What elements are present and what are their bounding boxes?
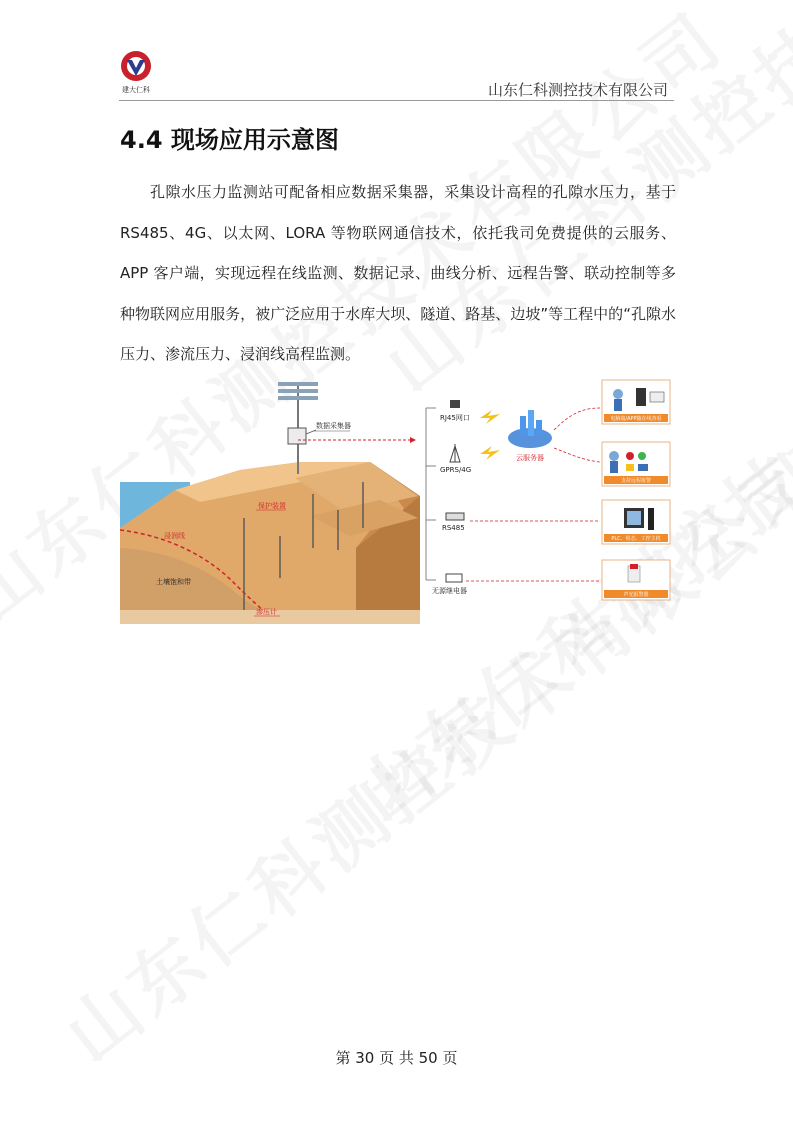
solar-panel bbox=[278, 382, 318, 386]
mail-icon bbox=[638, 464, 648, 471]
paragraph-text: 孔隙水压力监测站可配备相应数据采集器，采集设计高程的孔隙水压力，基于 RS485、4G、以太网、LORA 等物联网通信技术，依托我司免费提供的云服务、APP 客户端，实现远程在线监测、数据记录、曲线分析、远程告警、联动控制等多种物联网应用服务，被广泛应用于水库大坝、隧道、路基、边坡”等工程中的“孔隙水压力、渗流压力、浸润线高程监测。 bbox=[120, 183, 676, 363]
collector-pointer bbox=[306, 430, 316, 434]
page-number: 第 30 页 共 50 页 bbox=[335, 1049, 458, 1067]
channel-rs485: RS485 bbox=[442, 524, 465, 532]
monitor-icon bbox=[650, 392, 664, 402]
link-to-alarm bbox=[554, 448, 600, 462]
body-paragraph bbox=[120, 172, 676, 375]
field-application-diagram bbox=[120, 378, 672, 624]
application-diagram bbox=[120, 378, 672, 624]
output-plc-label: PLC、组态、工控主机 bbox=[611, 536, 661, 542]
sms-icon bbox=[626, 464, 634, 471]
user-icon bbox=[609, 451, 619, 461]
plc-icon bbox=[648, 508, 654, 530]
rj45-icon bbox=[450, 400, 460, 408]
signal-lightning-icon bbox=[480, 446, 500, 460]
output-app-label: 电脑端/APP随在线查看 bbox=[610, 416, 662, 422]
cloud-bar bbox=[536, 420, 542, 436]
siren-light bbox=[630, 564, 638, 569]
protect-label: 保护装置 bbox=[258, 502, 286, 510]
logo-text: 建大仁科 bbox=[122, 86, 150, 94]
cloud-bar bbox=[528, 410, 534, 436]
user-body bbox=[610, 461, 618, 473]
section-title: 4.4 现场应用示意图 bbox=[120, 126, 339, 154]
phone-icon bbox=[636, 388, 646, 406]
solar-panel bbox=[278, 396, 318, 400]
cloud-label: 云服务器 bbox=[516, 454, 544, 462]
cloud-bar bbox=[520, 416, 526, 436]
signal-lightning-icon bbox=[480, 410, 500, 424]
hmi-screen bbox=[627, 511, 641, 525]
company-logo bbox=[115, 48, 157, 96]
relay-icon bbox=[446, 574, 462, 582]
phreatic-label: 浸润线 bbox=[164, 532, 185, 540]
arrow-icon bbox=[410, 437, 416, 443]
rs485-port-icon bbox=[446, 513, 464, 520]
user-icon bbox=[613, 389, 623, 399]
output-siren-label: 声光报警器 bbox=[623, 592, 649, 598]
user-body bbox=[614, 399, 622, 411]
header-divider bbox=[119, 100, 674, 101]
alarm-icon bbox=[626, 452, 634, 460]
collector-label: 数据采集器 bbox=[316, 422, 351, 430]
link-to-app bbox=[554, 408, 600, 430]
piezometer-label: 渗压计 bbox=[256, 608, 277, 616]
company-name: 山东仁科测控技术有限公司 bbox=[487, 81, 668, 99]
channel-rj45: RJ45网口 bbox=[440, 414, 470, 422]
solar-panel bbox=[278, 389, 318, 393]
channel-gprs: GPRS/4G bbox=[440, 466, 472, 474]
collector-box bbox=[288, 428, 306, 444]
logo-icon bbox=[115, 48, 157, 96]
output-alarm-label: 支持远程报警 bbox=[620, 478, 652, 484]
wechat-icon bbox=[638, 452, 646, 460]
saturated-label: 土壤饱和带 bbox=[156, 578, 191, 586]
channel-relay: 无源继电器 bbox=[432, 587, 467, 595]
